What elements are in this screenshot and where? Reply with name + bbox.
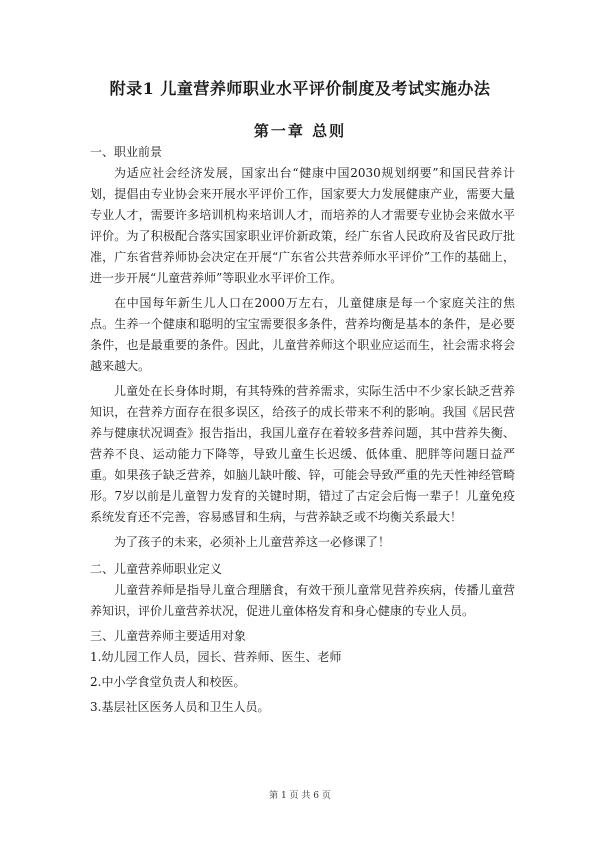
paragraph: 为适应社会经济发展，国家出台“健康中国2030规划纲要”和国民营养计划，提倡由专业协会来开展水平评价工作，国家要大力发展健康产业，需要大量专业人才，需要许多培训机构来培训人才，而培养的人才需要专业协会来做水平评价。为了积极配合落实国家职业评价新政策，经广东省人民政府及省民政厅批准，广东省营养师协会决定在开展“广东省公共营养师水平评价”工作的基础上，进一步开展“儿童营养师”等职业水平评价工作。 bbox=[90, 166, 515, 285]
chapter-title: 第一章 总则 bbox=[253, 122, 347, 140]
paragraph: 儿童处在长身体时期，有其特殊的营养需求，实际生活中不少家长缺乏营养知识，在营养方面存在很多误区，给孩子的成长带来不利的影响。我国《居民营养与健康状况调查》报告指出，我国儿童存在着较多营养问题，其中营养失衡、营养不良、运动能力下降等，导致儿童生长迟缓、低体重、肥胖等问题日益严重。如果孩子缺乏营养，如脑儿缺叶酸、锌，可能会导致严重的先天性神经管畸形。7岁以前是儿童智力发育的关键时期，错过了古定会后悔一辈子！儿童免疫系统发育还不完善，容易感冒和生病，与营养缺乏或不均衡关系最大！ bbox=[90, 384, 515, 524]
list-item: 1.幼儿园工作人员，园长、营养师、医生、老师 bbox=[90, 650, 342, 664]
section-heading-definition: 二、儿童营养师职业定义 bbox=[90, 562, 223, 576]
paragraph: 在中国每年新生儿人口在2000万左右，儿童健康是每一个家庭关注的焦点。生养一个健康和聪明的宝宝需要很多条件，营养均衡是基本的条件，是必要条件，也是最重要的条件。因此，儿童营养师这个职业应运而生，社会需求将会越来越大。 bbox=[90, 296, 515, 373]
section-heading-target-audience: 三、儿童营养师主要适用对象 bbox=[90, 629, 247, 643]
list-item: 2.中小学食堂负责人和校医。 bbox=[90, 675, 246, 689]
section-heading-career-prospects: 一、职业前景 bbox=[90, 145, 163, 159]
document-body bbox=[90, 142, 515, 722]
paragraph: 儿童营养师是指导儿童合理膳食，有效干预儿童常见营养疾病，传播儿童营养知识，评价儿童营养状况，促进儿童体格发育和身心健康的专业人员。 bbox=[90, 583, 515, 618]
document-title: 附录1 儿童营养师职业水平评价制度及考试实施办法 bbox=[109, 79, 491, 98]
list-item: 3.基层社区医务人员和卫生人员。 bbox=[90, 700, 270, 714]
paragraph: 为了孩子的未来，必须补上儿童营养这一必修课了！ bbox=[114, 535, 391, 549]
page-number: 第 1 页 共 6 页 bbox=[269, 791, 331, 801]
